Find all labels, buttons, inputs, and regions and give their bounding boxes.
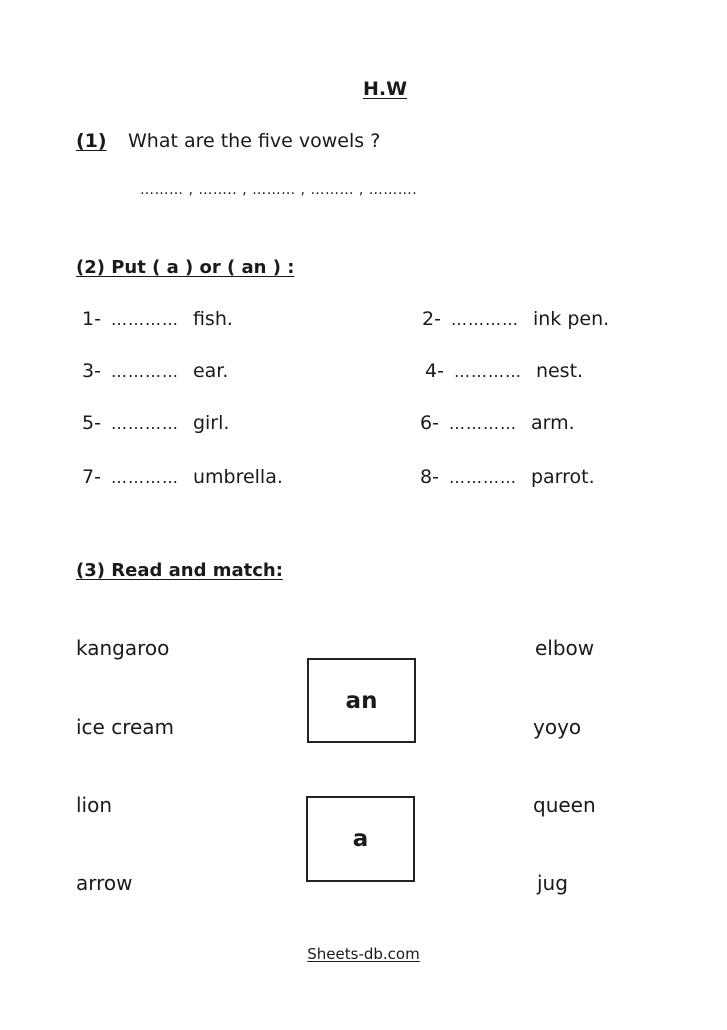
fill-item-7 (82, 466, 283, 488)
fill-item-4 (425, 360, 583, 382)
item-number: 3- (82, 360, 101, 382)
fill-item-5 (82, 412, 229, 434)
item-number: 4- (425, 360, 444, 382)
item-word: ear. (192, 360, 229, 382)
item-word: fish. (192, 308, 233, 330)
article-box-an (307, 658, 416, 743)
item-word: nest. (535, 360, 584, 382)
match-word-left: ice cream (76, 715, 175, 739)
question-1-number: (1) (76, 130, 107, 152)
fill-item-8 (420, 466, 595, 488)
answer-blank: ………… (110, 414, 179, 433)
fill-item-6 (420, 412, 575, 434)
item-word: umbrella. (192, 466, 283, 488)
item-word: arm. (530, 412, 575, 434)
match-word-left: arrow (76, 871, 133, 895)
answer-blank: ………… (110, 362, 179, 381)
article-label: an (345, 687, 378, 714)
fill-item-1 (82, 308, 233, 330)
item-number: 6- (420, 412, 439, 434)
question-1-text: What are the five vowels ? (128, 130, 381, 152)
page-title: H.W (362, 78, 408, 100)
fill-item-3 (82, 360, 228, 382)
match-word-left: kangaroo (76, 636, 170, 660)
item-word: ink pen. (532, 308, 610, 330)
item-number: 7- (82, 466, 101, 488)
section-2-heading: (2) Put ( a ) or ( an ) : (76, 257, 295, 278)
match-word-left: lion (76, 793, 113, 817)
answer-blank: ………… (448, 468, 517, 487)
item-word: girl. (192, 412, 230, 434)
vowel-answer-blanks: ……… , …….. , ……… , ……… , ………. (140, 182, 418, 198)
item-word: parrot. (530, 466, 595, 488)
answer-blank: ………… (450, 310, 519, 329)
fill-item-2 (422, 308, 609, 330)
item-number: 1- (82, 308, 101, 330)
item-number: 5- (82, 412, 101, 434)
match-word-right: yoyo (533, 715, 582, 739)
answer-blank: ………… (110, 468, 179, 487)
article-box-a (306, 796, 415, 882)
match-word-right: jug (537, 871, 568, 895)
match-word-right: queen (533, 793, 596, 817)
match-word-right: elbow (535, 636, 595, 660)
item-number: 8- (420, 466, 439, 488)
section-3-heading: (3) Read and match: (76, 560, 283, 581)
footer-source: Sheets-db.com (307, 945, 420, 963)
answer-blank: ………… (448, 414, 517, 433)
answer-blank: ………… (110, 310, 179, 329)
answer-blank: ………… (453, 362, 522, 381)
item-number: 2- (422, 308, 441, 330)
article-label: a (352, 826, 369, 852)
